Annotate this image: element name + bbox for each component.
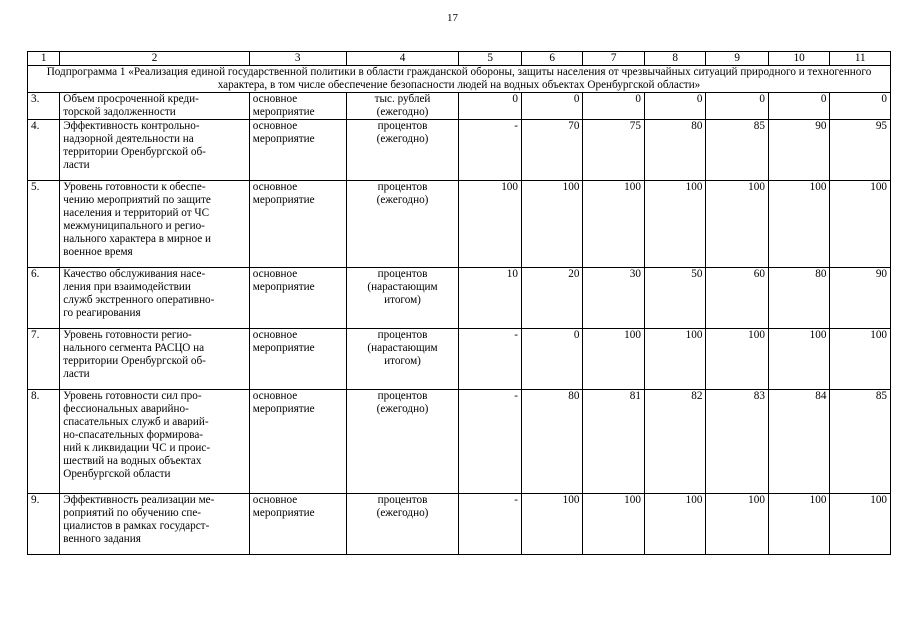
column-header: 10	[768, 52, 829, 66]
indicator-name-line: венного задания	[63, 533, 141, 545]
indicator-name-line: Оренбургской области	[63, 468, 171, 480]
indicator-name-line: Эффективность контрольно-	[63, 120, 200, 132]
indicator-name-line: Уровень готовности к обеспе-	[63, 181, 206, 193]
indicator-name-line: ний к ликвидации ЧС и проис-	[63, 442, 211, 454]
indicator-name-line: чению мероприятий по защите	[63, 194, 211, 206]
indicator-name	[60, 390, 250, 494]
value-cell: 60	[706, 268, 769, 329]
value-cell: 81	[583, 390, 644, 494]
value-cell: 95	[830, 120, 891, 181]
value-cell: 100	[830, 494, 891, 555]
indicator-type	[249, 181, 346, 268]
value-cell: 80	[521, 390, 582, 494]
subprogram-row	[28, 66, 891, 93]
row-number: 9.	[28, 494, 60, 555]
column-header: 3	[249, 52, 346, 66]
value-cell: 50	[644, 268, 705, 329]
value-cell: 83	[706, 390, 769, 494]
indicator-name-line: территории Оренбургской об-	[63, 146, 206, 158]
unit-of-measure-line: тыс. рублей	[374, 93, 431, 105]
page-number: 17	[447, 12, 458, 24]
unit-of-measure-line: (нарастающим	[367, 281, 438, 293]
indicator-name-line: Качество обслуживания насе-	[63, 268, 206, 280]
unit-of-measure-line: (ежегодно)	[376, 106, 429, 118]
value-cell: 70	[521, 120, 582, 181]
indicator-type-line: мероприятие	[252, 106, 315, 118]
value-cell: 82	[644, 390, 705, 494]
column-header: 9	[706, 52, 769, 66]
indicator-name-line: ласти	[63, 159, 90, 171]
indicator-name-line: ления при взаимодействии	[63, 281, 191, 293]
row-number: 5.	[28, 181, 60, 268]
indicator-type-line: основное	[252, 93, 298, 105]
value-cell: 100	[706, 181, 769, 268]
unit-of-measure-line: процентов	[377, 120, 428, 132]
indicator-name-line: Эффективность реализации ме-	[63, 494, 215, 506]
subprogram-title: Подпрограмма 1 «Реализация единой государственной политики в области гражданской обороны, защиты населения от чрезвычайных ситуаций природного и техногенного характера, в том числе обеспечение безопасности людей на водных объектах Оренбургской области»	[28, 66, 891, 93]
indicator-type-line: основное	[252, 390, 298, 402]
table-row	[28, 93, 891, 120]
indicator-name-line: служб экстренного оперативно-	[63, 294, 215, 306]
value-cell: -	[459, 390, 522, 494]
value-cell: 0	[830, 93, 891, 120]
unit-of-measure-line: процентов	[377, 268, 428, 280]
unit-of-measure-line: (ежегодно)	[376, 507, 429, 519]
indicator-name-line: но-спасательных формирова-	[63, 429, 204, 441]
indicator-name	[60, 494, 250, 555]
indicator-name-line: нального сегмента РАСЦО на	[63, 342, 205, 354]
unit-of-measure	[346, 494, 459, 555]
unit-of-measure-line: (нарастающим	[367, 342, 438, 354]
indicator-type-line: основное	[252, 494, 298, 506]
indicator-name-line: межмуниципального и регио-	[63, 220, 205, 232]
indicator-name-line: Уровень готовности регио-	[63, 329, 192, 341]
indicator-name-line: фессиональных аварийно-	[63, 403, 189, 415]
value-cell: 85	[830, 390, 891, 494]
indicator-type-line: мероприятие	[252, 403, 315, 415]
value-cell: 0	[706, 93, 769, 120]
value-cell: 100	[768, 494, 829, 555]
value-cell: 100	[521, 494, 582, 555]
unit-of-measure	[346, 93, 459, 120]
value-cell: 0	[768, 93, 829, 120]
value-cell: 100	[644, 181, 705, 268]
row-number: 7.	[28, 329, 60, 390]
indicator-name-line: циалистов в рамках государст-	[63, 520, 210, 532]
unit-of-measure	[346, 390, 459, 494]
column-number-row	[28, 52, 891, 66]
indicator-type	[249, 390, 346, 494]
value-cell: -	[459, 494, 522, 555]
value-cell: 75	[583, 120, 644, 181]
column-header: 11	[830, 52, 891, 66]
value-cell: 100	[644, 329, 705, 390]
indicator-name-line: военное время	[63, 246, 133, 258]
value-cell: 84	[768, 390, 829, 494]
unit-of-measure	[346, 181, 459, 268]
indicator-type	[249, 120, 346, 181]
indicator-type-line: мероприятие	[252, 281, 315, 293]
table-row	[28, 494, 891, 555]
column-header: 7	[583, 52, 644, 66]
unit-of-measure	[346, 329, 459, 390]
indicator-name	[60, 181, 250, 268]
row-number: 6.	[28, 268, 60, 329]
value-cell: 100	[583, 181, 644, 268]
value-cell: 100	[521, 181, 582, 268]
value-cell: 100	[583, 494, 644, 555]
unit-of-measure-line: (ежегодно)	[376, 133, 429, 145]
unit-of-measure-line: (ежегодно)	[376, 403, 429, 415]
indicator-type	[249, 93, 346, 120]
indicator-type-line: основное	[252, 181, 298, 193]
value-cell: 0	[644, 93, 705, 120]
indicator-type	[249, 329, 346, 390]
column-header: 4	[346, 52, 459, 66]
indicator-name-line: спасательных служб и аварий-	[63, 416, 209, 428]
indicator-type	[249, 494, 346, 555]
indicator-type-line: мероприятие	[252, 507, 315, 519]
table-row	[28, 329, 891, 390]
value-cell: 10	[459, 268, 522, 329]
indicator-name-line: ласти	[63, 368, 90, 380]
indicator-name-line: территории Оренбургской об-	[63, 355, 206, 367]
indicator-name-line: роприятий по обучению спе-	[63, 507, 202, 519]
indicator-type-line: основное	[252, 120, 298, 132]
table-row	[28, 268, 891, 329]
table-row	[28, 181, 891, 268]
unit-of-measure-line: процентов	[377, 494, 428, 506]
indicator-name-line: надзорной деятельности на	[63, 133, 194, 145]
indicator-type-line: основное	[252, 329, 298, 341]
indicator-name	[60, 93, 250, 120]
value-cell: 85	[706, 120, 769, 181]
unit-of-measure-line: итогом)	[384, 294, 421, 306]
unit-of-measure-line: процентов	[377, 181, 428, 193]
indicator-name-line: шествий на водных объектах	[63, 455, 202, 467]
value-cell: 0	[583, 93, 644, 120]
value-cell: 100	[768, 329, 829, 390]
table-row	[28, 390, 891, 494]
indicator-name-line: населения и территорий от ЧС	[63, 207, 210, 219]
value-cell: 100	[830, 181, 891, 268]
column-header: 5	[459, 52, 522, 66]
indicator-type-line: мероприятие	[252, 194, 315, 206]
value-cell: 100	[583, 329, 644, 390]
value-cell: 0	[521, 329, 582, 390]
value-cell: 0	[521, 93, 582, 120]
indicator-name	[60, 268, 250, 329]
column-header: 1	[28, 52, 60, 66]
value-cell: 80	[768, 268, 829, 329]
indicator-name-line: го реагирования	[63, 307, 141, 319]
indicator-type	[249, 268, 346, 329]
unit-of-measure-line: процентов	[377, 390, 428, 402]
unit-of-measure	[346, 120, 459, 181]
row-number: 8.	[28, 390, 60, 494]
value-cell: 100	[706, 494, 769, 555]
indicator-type-line: мероприятие	[252, 342, 315, 354]
value-cell: 100	[644, 494, 705, 555]
column-header: 2	[60, 52, 250, 66]
value-cell: 20	[521, 268, 582, 329]
value-cell: 100	[768, 181, 829, 268]
value-cell: 80	[644, 120, 705, 181]
value-cell: 30	[583, 268, 644, 329]
indicator-type-line: основное	[252, 268, 298, 280]
unit-of-measure-line: процентов	[377, 329, 428, 341]
row-number: 3.	[28, 93, 60, 120]
value-cell: 100	[706, 329, 769, 390]
value-cell: -	[459, 120, 522, 181]
indicator-name	[60, 120, 250, 181]
indicator-type-line: мероприятие	[252, 133, 315, 145]
indicator-name-line: нального характера в мирное и	[63, 233, 211, 245]
indicator-name	[60, 329, 250, 390]
value-cell: 90	[768, 120, 829, 181]
indicator-name-line: Уровень готовности сил про-	[63, 390, 202, 402]
value-cell: -	[459, 329, 522, 390]
unit-of-measure	[346, 268, 459, 329]
indicator-name-line: Объем просроченной креди-	[63, 93, 199, 105]
indicator-name-line: торской задолженности	[63, 106, 176, 118]
unit-of-measure-line: итогом)	[384, 355, 421, 367]
column-header: 6	[521, 52, 582, 66]
unit-of-measure-line: (ежегодно)	[376, 194, 429, 206]
row-number: 4.	[28, 120, 60, 181]
value-cell: 0	[459, 93, 522, 120]
indicators-table	[27, 51, 891, 555]
value-cell: 90	[830, 268, 891, 329]
table-row	[28, 120, 891, 181]
value-cell: 100	[459, 181, 522, 268]
value-cell: 100	[830, 329, 891, 390]
column-header: 8	[644, 52, 705, 66]
